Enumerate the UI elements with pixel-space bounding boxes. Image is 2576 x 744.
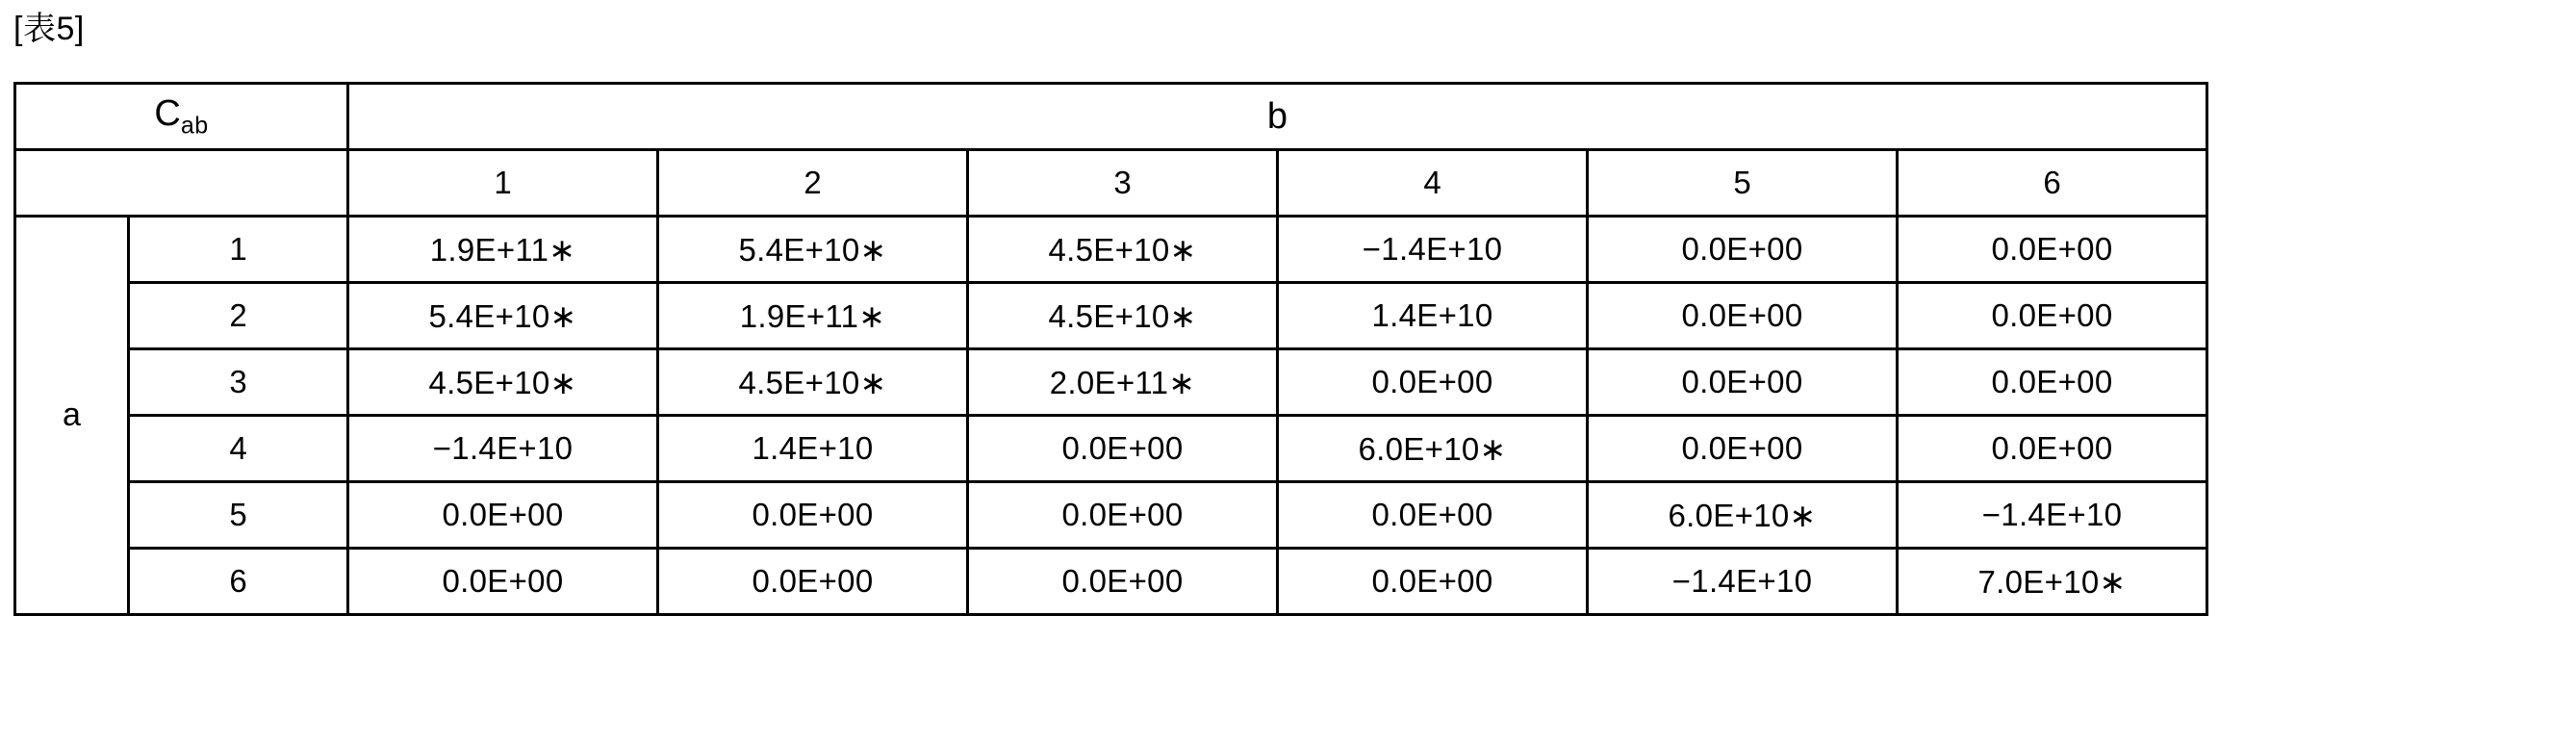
cell-5-5: 6.0E+10∗ [1588, 482, 1898, 549]
cell-4-3: 0.0E+00 [968, 416, 1278, 482]
col-index-3: 3 [968, 150, 1278, 217]
cell-1-2: 5.4E+10∗ [658, 217, 968, 283]
cell-4-5: 0.0E+00 [1588, 416, 1898, 482]
col-index-5: 5 [1588, 150, 1898, 217]
cell-3-4: 0.0E+00 [1278, 349, 1588, 416]
col-index-6: 6 [1898, 150, 2207, 217]
cell-3-1: 4.5E+10∗ [348, 349, 658, 416]
cell-2-6: 0.0E+00 [1898, 283, 2207, 349]
table-header-row-indices [15, 150, 2207, 217]
cell-5-1: 0.0E+00 [348, 482, 658, 549]
row-index-4: 4 [129, 416, 348, 482]
cell-1-1: 1.9E+11∗ [348, 217, 658, 283]
col-index-1: 1 [348, 150, 658, 217]
cell-1-5: 0.0E+00 [1588, 217, 1898, 283]
cell-6-3: 0.0E+00 [968, 549, 1278, 615]
cell-6-1: 0.0E+00 [348, 549, 658, 615]
cell-4-1: −1.4E+10 [348, 416, 658, 482]
row-index-1: 1 [129, 217, 348, 283]
table-row [15, 283, 2207, 349]
col-index-4: 4 [1278, 150, 1588, 217]
cell-6-4: 0.0E+00 [1278, 549, 1588, 615]
column-group-header-b: b [348, 84, 2207, 150]
cell-6-5: −1.4E+10 [1588, 549, 1898, 615]
cell-1-6: 0.0E+00 [1898, 217, 2207, 283]
col-index-2: 2 [658, 150, 968, 217]
cell-2-3: 4.5E+10∗ [968, 283, 1278, 349]
table-container [13, 82, 2208, 616]
row-index-5: 5 [129, 482, 348, 549]
cell-5-2: 0.0E+00 [658, 482, 968, 549]
row-index-3: 3 [129, 349, 348, 416]
table-row [15, 349, 2207, 416]
index-corner-spacer [15, 150, 348, 217]
corner-label-subscript: ab [180, 112, 209, 140]
cell-4-6: 0.0E+00 [1898, 416, 2207, 482]
cell-1-3: 4.5E+10∗ [968, 217, 1278, 283]
corner-header-cab [15, 84, 348, 150]
table-row [15, 482, 2207, 549]
matrix-table-cab [13, 82, 2208, 616]
cell-1-4: −1.4E+10 [1278, 217, 1588, 283]
cell-3-5: 0.0E+00 [1588, 349, 1898, 416]
cell-5-6: −1.4E+10 [1898, 482, 2207, 549]
cell-2-2: 1.9E+11∗ [658, 283, 968, 349]
figure-caption: [表5] [13, 11, 85, 47]
table-row [15, 217, 2207, 283]
cell-5-3: 0.0E+00 [968, 482, 1278, 549]
cell-3-3: 2.0E+11∗ [968, 349, 1278, 416]
cell-4-4: 6.0E+10∗ [1278, 416, 1588, 482]
cell-2-1: 5.4E+10∗ [348, 283, 658, 349]
row-index-2: 2 [129, 283, 348, 349]
cell-2-4: 1.4E+10 [1278, 283, 1588, 349]
cell-4-2: 1.4E+10 [658, 416, 968, 482]
cell-6-2: 0.0E+00 [658, 549, 968, 615]
table-row [15, 549, 2207, 615]
corner-label: C [154, 92, 181, 134]
cell-6-6: 7.0E+10∗ [1898, 549, 2207, 615]
table-header-row-top [15, 84, 2207, 150]
row-index-6: 6 [129, 549, 348, 615]
row-group-header-a: a [15, 217, 129, 615]
cell-3-2: 4.5E+10∗ [658, 349, 968, 416]
cell-2-5: 0.0E+00 [1588, 283, 1898, 349]
cell-5-4: 0.0E+00 [1278, 482, 1588, 549]
table-row [15, 416, 2207, 482]
cell-3-6: 0.0E+00 [1898, 349, 2207, 416]
